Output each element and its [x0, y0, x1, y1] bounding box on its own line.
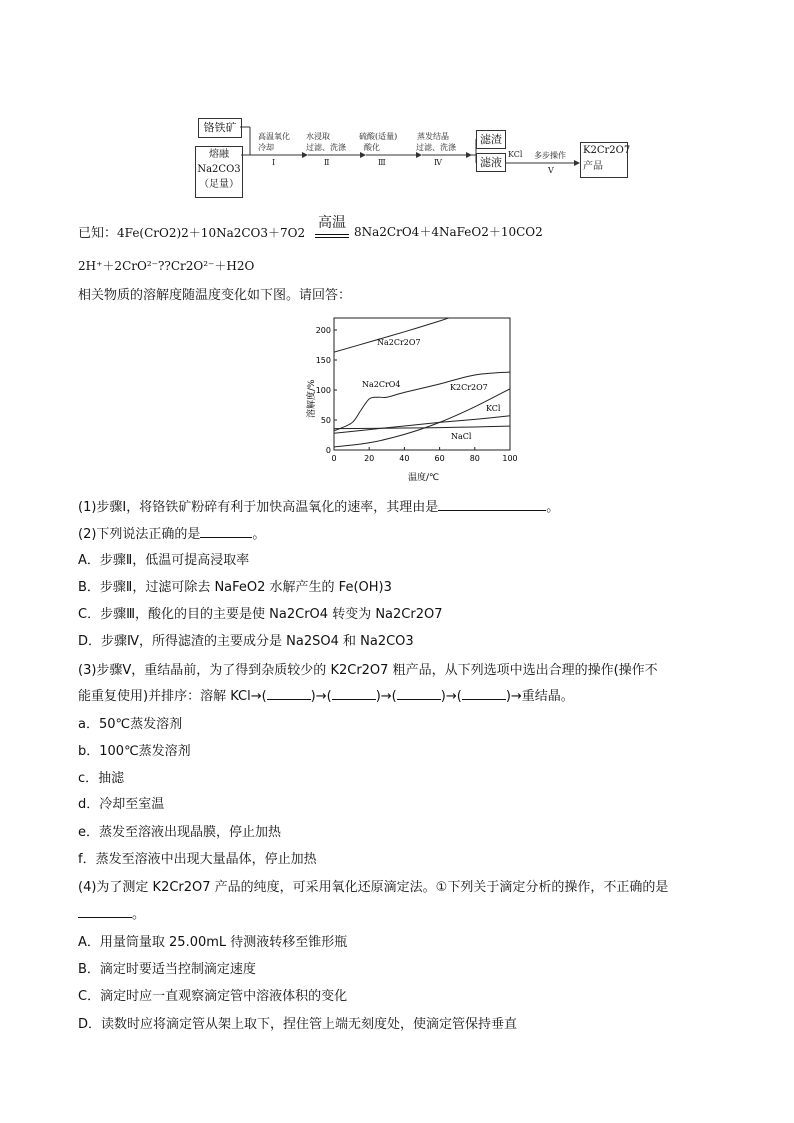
- known-eq1: [78, 222, 305, 241]
- step4-top: 蒸发结晶: [417, 132, 449, 141]
- step2-roman: Ⅱ: [324, 158, 330, 167]
- step5-top: 多步操作: [534, 151, 566, 160]
- box-melt-line1: 熔融: [209, 149, 229, 160]
- q3-line1: (3)步骤Ⅴ，重结晶前，为了得到杂质较少的 K2Cr2O7 粗产品，从下列选项中选出合理的操作(操作不: [78, 663, 658, 678]
- q3-start: 能重复使用)并排序：溶解 KCl→(: [78, 689, 267, 704]
- step3-roman: Ⅲ: [378, 158, 386, 167]
- eq1-condition: [315, 212, 349, 238]
- q3-blank-2[interactable]: [332, 687, 376, 700]
- q2-blank[interactable]: [200, 525, 252, 538]
- x-tick-label: 60: [434, 454, 445, 463]
- q3-option-e: e．蒸发至溶液出现晶膜，停止加热: [78, 825, 281, 840]
- q2-option-a: A．步骤Ⅱ，低温可提高浸取率: [78, 553, 250, 568]
- label-na2cro4: Na2CrO4: [362, 380, 401, 389]
- q3-option-b: b．100℃蒸发溶剂: [78, 744, 191, 759]
- label-nacl: NaCl: [451, 432, 472, 441]
- q2-stem-text: (2)下列说法正确的是: [78, 527, 201, 542]
- q2-stem: [78, 523, 265, 542]
- flow-arrows: [240, 118, 480, 198]
- chart-ylabel: 溶解度/%: [307, 379, 317, 418]
- known-eq2: 2H⁺＋2CrO²⁻??Cr2O²⁻＋H2O: [78, 259, 255, 273]
- y-tick-label: 150: [315, 356, 331, 365]
- label-k2cr2o7: K2Cr2O7: [450, 383, 488, 392]
- q3-line2: [78, 685, 574, 704]
- y-tick-label: 200: [315, 326, 331, 335]
- step4-mid: 过滤、洗涤: [416, 143, 456, 152]
- q1: [78, 496, 559, 515]
- y-tick-label: 0: [325, 446, 331, 455]
- label-na2cr2o7: Na2Cr2O7: [377, 338, 421, 347]
- box-residue: 滤渣: [476, 130, 506, 149]
- q1-end: 。: [546, 500, 560, 515]
- q3-option-a: a．50℃蒸发溶剂: [78, 717, 183, 732]
- series-line-na2cro4: [334, 372, 510, 431]
- q4-line2: [78, 903, 145, 922]
- eq1-cond-text: 高温: [318, 215, 346, 231]
- box-product-line1: K2Cr2O7: [583, 145, 631, 156]
- q4-option-c: C．滴定时应一直观察滴定管中溶液体积的变化: [78, 989, 348, 1004]
- step4-roman: Ⅳ: [434, 158, 442, 167]
- q1-text: (1)步骤Ⅰ，将铬铁矿粉碎有利于加快高温氧化的速率，其理由是: [78, 500, 439, 515]
- q4-option-a: A．用量筒量取 25.00mL 待测液转移至锥形瓶: [78, 935, 348, 950]
- box-filtrate: 滤液: [476, 153, 506, 172]
- known-prefix: 已知：: [78, 226, 118, 241]
- q4-option-d: D．读数时应将滴定管从架上取下，捏住管上端无刻度处，使滴定管保持垂直: [78, 1017, 518, 1032]
- box-ore: 铬铁矿: [198, 118, 242, 138]
- series-line-kcl: [334, 416, 510, 433]
- y-tick-label: 100: [315, 386, 331, 395]
- x-tick-label: 40: [399, 454, 410, 463]
- series-line-nacl: [334, 426, 510, 429]
- chart-xlabel: 温度/℃: [408, 473, 440, 483]
- q2-end: 。: [252, 527, 266, 542]
- q4-blank[interactable]: [78, 905, 132, 918]
- q3-arrow-1: )→(: [310, 689, 332, 704]
- q3-arrow-2: )→(: [375, 689, 397, 704]
- y-tick-label: 50: [320, 416, 331, 425]
- q3-arrow-3: )→(: [440, 689, 462, 704]
- kcl-label: KCl: [508, 150, 523, 159]
- box-melt-line2: Na2CO3: [197, 164, 241, 175]
- q2-option-d: D．步骤Ⅳ，所得滤渣的主要成分是 Na2SO4 和 Na2CO3: [78, 634, 414, 649]
- known-intro: 相关物质的溶解度随温度变化如下图。请回答：: [78, 288, 352, 303]
- q1-blank[interactable]: [438, 498, 546, 511]
- box-product: [580, 142, 631, 178]
- step3-top: 硫酸(适量): [359, 132, 398, 141]
- q3-blank-4[interactable]: [462, 687, 506, 700]
- q3-option-c: c．抽滤: [78, 771, 125, 786]
- x-tick-label: 20: [364, 454, 375, 463]
- step3-mid: 酸化: [364, 143, 380, 152]
- step5-roman: Ⅴ: [548, 166, 554, 175]
- step2-mid: 过滤、洗涤: [306, 143, 346, 152]
- solubility-chart: [290, 310, 530, 489]
- q4-end: 。: [132, 907, 146, 922]
- solubility-chart-svg: [290, 310, 530, 485]
- q3-blank-3[interactable]: [397, 687, 441, 700]
- step2-top: 水浸取: [306, 132, 330, 141]
- q2-option-c: C．步骤Ⅲ，酸化的目的主要是使 Na2CrO4 转变为 Na2Cr2O7: [78, 607, 443, 622]
- q3-blank-1[interactable]: [267, 687, 311, 700]
- x-tick-label: 0: [331, 454, 337, 463]
- eq1-right: 8Na2CrO4＋4NaFeO2＋10CO2: [354, 225, 543, 239]
- q3-option-d: d．冷却至室温: [78, 797, 165, 812]
- q2-option-b: B．步骤Ⅱ，过滤可除去 NaFeO2 水解产生的 Fe(OH)3: [78, 580, 392, 595]
- step1-roman: Ⅰ: [272, 158, 276, 167]
- eq1-left: 4Fe(CrO2)2＋10Na2CO3＋7O2: [117, 226, 306, 240]
- label-kcl: KCl: [486, 404, 501, 413]
- step1-mid: 冷却: [258, 143, 274, 152]
- x-tick-label: 80: [469, 454, 480, 463]
- series-line-k2cr2o7: [334, 389, 510, 447]
- q4-line1: (4)为了测定 K2Cr2O7 产品的纯度，可采用氧化还原滴定法。①下列关于滴定分析的操作，不正确的是: [78, 880, 669, 895]
- step1-top: 高温氧化: [258, 132, 290, 141]
- box-product-line2: 产品: [583, 161, 603, 172]
- q3-end: )→重结晶。: [505, 689, 574, 704]
- x-tick-label: 100: [502, 454, 518, 463]
- q3-option-f: f．蒸发至溶液中出现大量晶体，停止加热: [78, 852, 317, 867]
- q4-option-b: B．滴定时要适当控制滴定速度: [78, 962, 256, 977]
- box-melt-line3: （足量）: [199, 179, 239, 190]
- box-melt: [195, 146, 243, 198]
